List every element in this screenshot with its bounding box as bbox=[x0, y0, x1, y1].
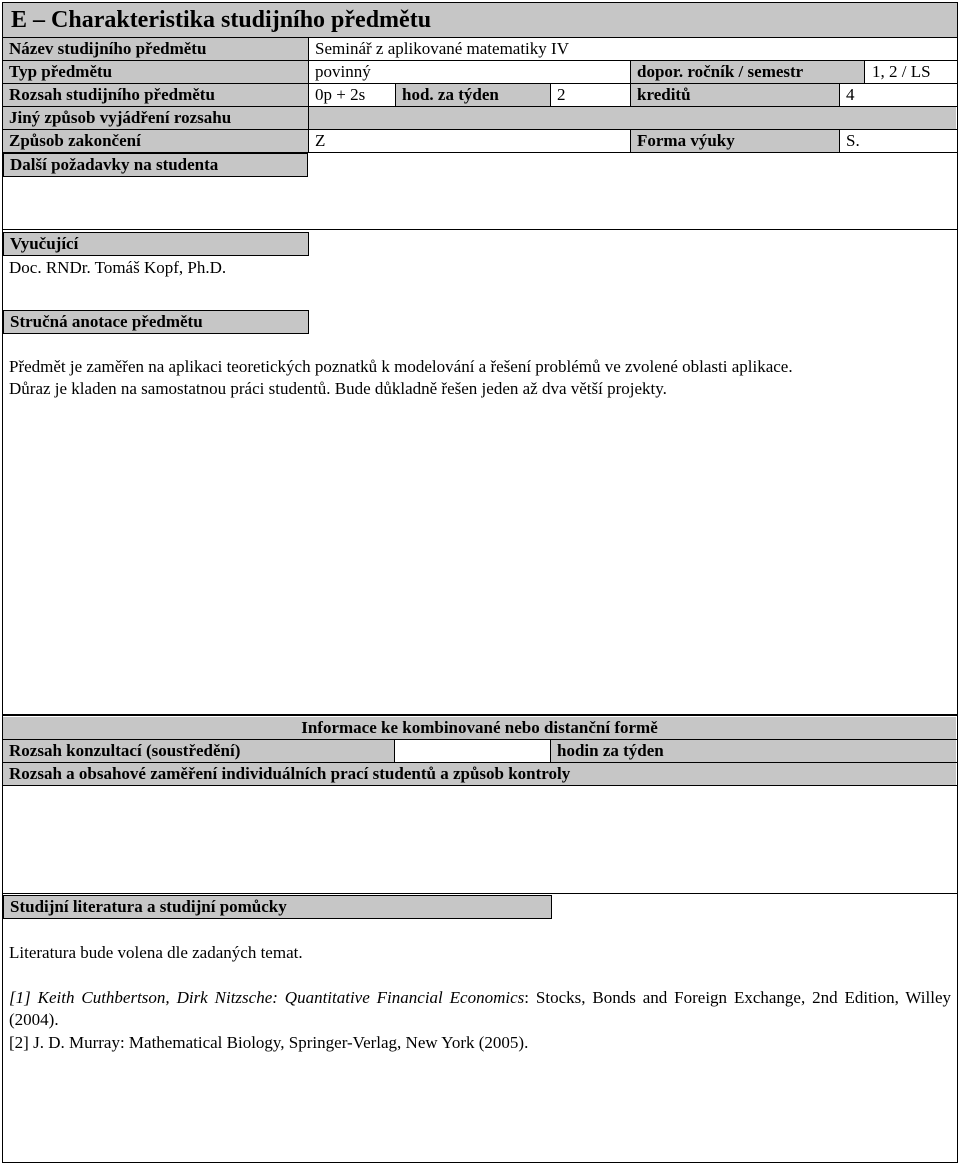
rozsah-value: 0p + 2s bbox=[315, 85, 366, 104]
zpusob-value: Z bbox=[315, 131, 326, 150]
rozsah-label: Rozsah studijního předmětu bbox=[3, 84, 308, 106]
kombinovana-heading: Informace ke kombinované nebo distanční formě bbox=[3, 717, 956, 739]
anotace-line-1: Předmět je zaměřen na aplikaci teoretických poznatků k modelování a řešení problémů ve zvolené oblasti aplikace. bbox=[9, 357, 793, 376]
literatura-ref-1 bbox=[9, 987, 951, 1031]
anotace-line-2: Důraz je kladen na samostatnou práci studentů. Bude důkladně řešen jeden až dva větší projekty. bbox=[9, 379, 667, 398]
anotace-label: Stručná anotace předmětu bbox=[3, 310, 309, 334]
jiny-label: Jiný způsob vyjádření rozsahu bbox=[3, 107, 956, 129]
literatura-intro: Literatura bude volena dle zadaných temat. bbox=[9, 943, 303, 962]
dalsi-label: Další požadavky na studenta bbox=[3, 153, 308, 177]
hod-value: 2 bbox=[557, 85, 566, 104]
forma-label: Forma výuky bbox=[631, 130, 839, 152]
zpusob-label: Způsob zakončení bbox=[3, 130, 308, 152]
typ-label: Typ předmětu bbox=[3, 61, 308, 83]
kreditu-label: kreditů bbox=[631, 84, 839, 106]
nazev-label: Název studijního předmětu bbox=[3, 38, 308, 60]
konzultace-label: Rozsah konzultací (soustředění) bbox=[3, 740, 394, 762]
nazev-value: Seminář z aplikované matematiky IV bbox=[315, 39, 569, 58]
page-title: E – Charakteristika studijního předmětu bbox=[2, 2, 958, 38]
vyucujici-label: Vyučující bbox=[3, 232, 309, 256]
hod-label: hod. za týden bbox=[396, 84, 550, 106]
kreditu-value: 4 bbox=[846, 85, 855, 104]
hodin-label: hodin za týden bbox=[551, 740, 956, 762]
dopor-value: 1, 2 / LS bbox=[872, 62, 931, 81]
ref-1-rest: : Stocks, Bonds and Foreign Exchange, 2nd Edition, Willey (2004). bbox=[9, 988, 951, 1029]
vyucujici-name: Doc. RNDr. Tomáš Kopf, Ph.D. bbox=[9, 258, 227, 277]
anotace-text bbox=[9, 356, 954, 400]
konzultace-value bbox=[395, 740, 550, 762]
typ-value: povinný bbox=[315, 62, 371, 81]
individualni-label: Rozsah a obsahové zaměření individuálních prací studentů a způsob kontroly bbox=[3, 763, 956, 785]
forma-value: S. bbox=[846, 131, 860, 150]
dopor-label: dopor. ročník / semestr bbox=[631, 61, 864, 83]
literatura-ref-2: [2] J. D. Murray: Mathematical Biology, Springer-Verlag, New York (2005). bbox=[9, 1033, 529, 1052]
ref-1-italic: [1] Keith Cuthbertson, Dirk Nitzsche: Quantitative Financial Economics bbox=[9, 988, 525, 1007]
literatura-label: Studijní literatura a studijní pomůcky bbox=[3, 895, 552, 919]
